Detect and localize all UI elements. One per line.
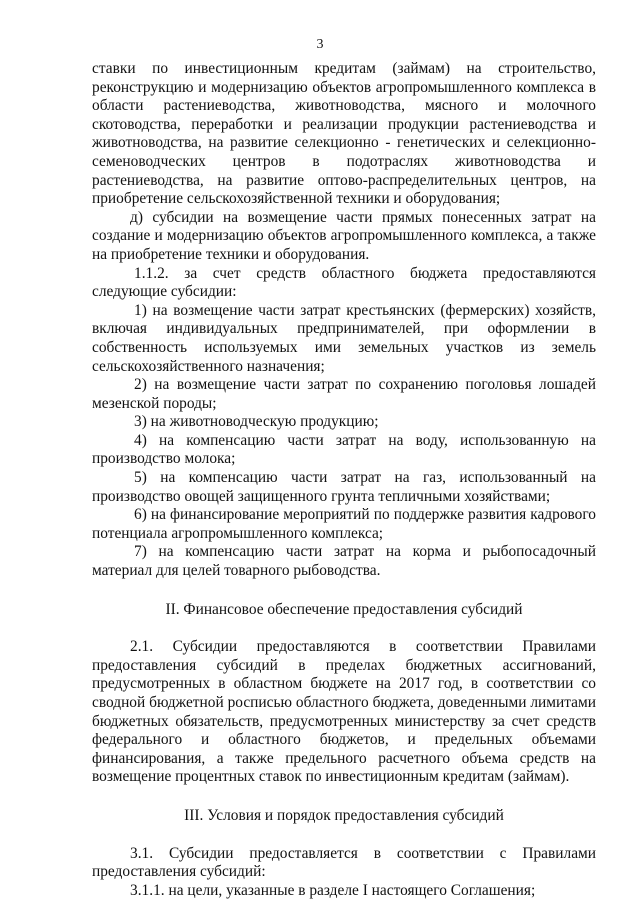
section-2-heading: II. Финансовое обеспечение предоставления субсидий [165, 600, 523, 618]
list-item-3: 3) на животноводческую продукцию; [134, 413, 379, 431]
paragraph-subsidy-d: д) субсидии на возмещение части прямых понесенных затрат на создание и модернизацию объектов агропромышленного комплекса, а также на приобретение техники и оборудования. [92, 208, 596, 263]
paragraph-2-1: 2.1. Субсидии предоставляются в соответствии Правилами предоставления субсидий в пределах бюджетных ассигнований, предусмотренных в областном бюджете на 2017 год, в соответствии со сводной бюджетной росписью областного бюджета, доведенными лимитами бюджетных обязательств, предусмотренных министерству за счет средств федерального и областного бюджетов, и предельных объемами финансирования, а также предельного расчетного объема средств на возмещение процентных ставок по инвестиционным кредитам (займам). [92, 638, 596, 786]
list-item-5: 5) на компенсацию части затрат на газ, использованный на производство овощей защищенного грунта тепличными хозяйствами; [92, 469, 596, 505]
section-3-heading: III. Условия и порядок предоставления субсидий [184, 806, 504, 824]
paragraph-3-1-1: 3.1.1. на цели, указанные в разделе I настоящего Соглашения; [130, 881, 536, 899]
paragraph-continued-rates: ставки по инвестиционным кредитам (займам) на строительство, реконструкцию и модернизацию объектов агропромышленного комплекса в области растениеводства, животноводства, мясного и молочного скотоводства, переработки и реализации продукции растениеводства и животноводства, на развитие селекционно - генетических и селекционно-семеноводческих центров в подотраслях животноводства и растениеводства, на развитие оптово-распределительных центров, на приобретение сельскохозяйственной техники и оборудования; [92, 60, 596, 208]
paragraph-3-1: 3.1. Субсидии предоставляется в соответствии с Правилами предоставления субсидий: [92, 844, 596, 881]
list-item-4: 4) на компенсацию части затрат на воду, использованную на производство молока; [92, 431, 596, 468]
page-number: 3 [316, 37, 324, 52]
paragraph-1-1-2: 1.1.2. за счет средств областного бюджета предоставляются следующие субсидии: [92, 264, 596, 301]
list-item-7: 7) на компенсацию части затрат на корма и рыбопосадочный материал для целей товарного рыбоводства. [92, 543, 596, 580]
list-item-2: 2) на возмещение части затрат по сохранению поголовья лошадей мезенской породы; [92, 376, 596, 412]
list-item-6: 6) на финансирование мероприятий по поддержке развития кадрового потенциала агропромышленного комплекса; [92, 506, 596, 542]
document-body [92, 60, 596, 900]
list-item-1: 1) на возмещение части затрат крестьянских (фермерских) хозяйств, включая индивидуальных предпринимателей, при оформлении в собственность используемых ими земельных участков из земель сельскохозяйственного назначения; [92, 301, 596, 375]
